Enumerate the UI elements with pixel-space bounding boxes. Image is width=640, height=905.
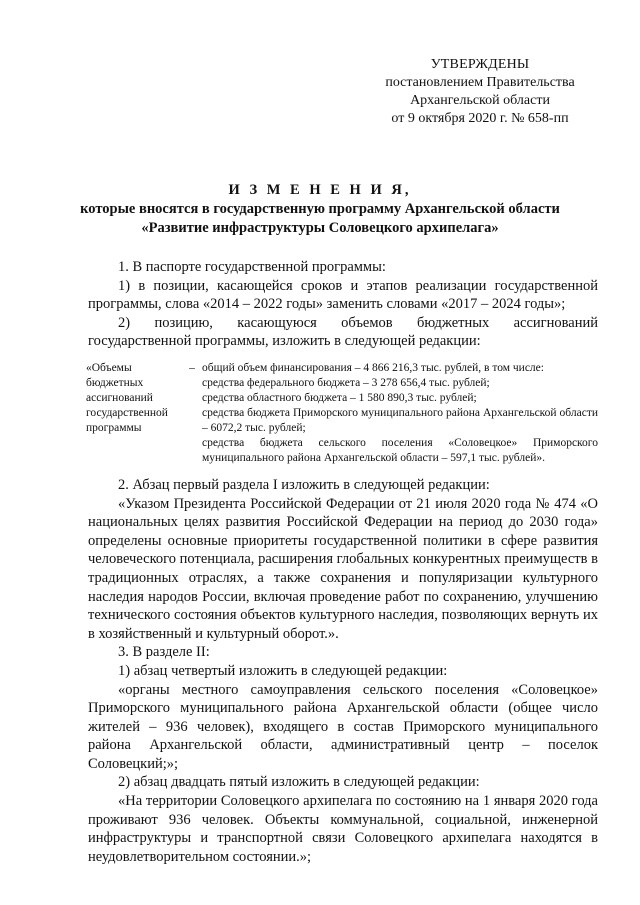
section-heading: 3. В разделе II: <box>118 644 210 661</box>
paragraph: 2) абзац двадцать пятый изложить в следующей редакции: <box>118 774 480 791</box>
approval-line: Архангельской области <box>410 93 550 108</box>
passport-line: общий объем финансирования – 4 866 216,3 тыс. рублей, в том числе: <box>202 361 544 374</box>
section-heading: 1. В паспорте государственной программы: <box>118 259 386 275</box>
paragraph: 2) позицию, касающуюся объемов бюджетных ассигнований государственной программы, изложить в следующей редакции: <box>88 314 598 350</box>
paragraph: 1) в позиции, касающейся сроков и этапов реализации государственной программы, слова «2014 – 2022 годы» заменить словами «2017 – 2024 годы»; <box>88 277 598 313</box>
passport-values <box>202 361 598 466</box>
passport-line: средства областного бюджета – 1 580 890,3 тыс. рублей; <box>202 391 477 404</box>
title-main: И З М Е Н Е Н И Я, <box>228 182 412 198</box>
approval-stamp <box>360 56 600 128</box>
document-body <box>88 258 598 866</box>
paragraph: «На территории Соловецкого архипелага по состоянию на 1 января 2020 года проживают 936 человек. Объекты коммунальной, социальной, инженерной инфраструктуры и транспортной связи Соловецкого архипелага находятся в неудовлетворительном состоянии.»; <box>88 793 598 865</box>
passport-dash: – <box>189 361 195 374</box>
passport-table <box>86 361 598 466</box>
passport-line: средства федерального бюджета – 3 278 656,4 тыс. рублей; <box>202 376 490 389</box>
title-line: «Развитие инфраструктуры Соловецкого архипелага» <box>141 220 499 236</box>
paragraph: 1) абзац четвертый изложить в следующей редакции: <box>118 662 448 679</box>
approval-line: от 9 октября 2020 г. № 658-пп <box>391 111 569 126</box>
paragraph: «Указом Президента Российской Федерации от 21 июля 2020 года № 474 «О национальных целях развития Российской Федерации на период до 2030 года» определены основные приоритеты государственной политики в сфере развития человеческого потенциала, расширения глобальных конкурентных преимуществ в традиционных отраслях, а также сохранения и популяризации культурного наследия народов России, включая проведение работ по сохранению, улучшению технического состояния объектов культурного наследия, позволяющих вернуть их в хозяйственный и культурный оборот.». <box>88 495 598 642</box>
document-title <box>40 181 600 238</box>
section-heading: 2. Абзац первый раздела I изложить в следующей редакции: <box>118 476 490 493</box>
passport-line: средства бюджета сельского поселения «Соловецкое» Приморского муниципального района Архангельской области – 597,1 тыс. рублей». <box>202 436 598 464</box>
paragraph: «органы местного самоуправления сельского поселения «Соловецкое» Приморского муниципального района Архангельской области (общее число жителей – 936 человек), входящего в состав Приморского муниципального района Архангельской области, административный центр – поселок Соловецкий;»; <box>88 681 598 772</box>
title-line: которые вносятся в государственную программу Архангельской области <box>80 201 560 217</box>
passport-label: «Объемы бюджетных ассигнований государственной программы <box>86 361 168 434</box>
approval-line: постановлением Правительства <box>385 75 575 90</box>
approval-heading: УТВЕРЖДЕНЫ <box>430 57 530 72</box>
passport-line: средства бюджета Приморского муниципального района Архангельской области – 6072,2 тыс. рублей; <box>202 406 598 434</box>
